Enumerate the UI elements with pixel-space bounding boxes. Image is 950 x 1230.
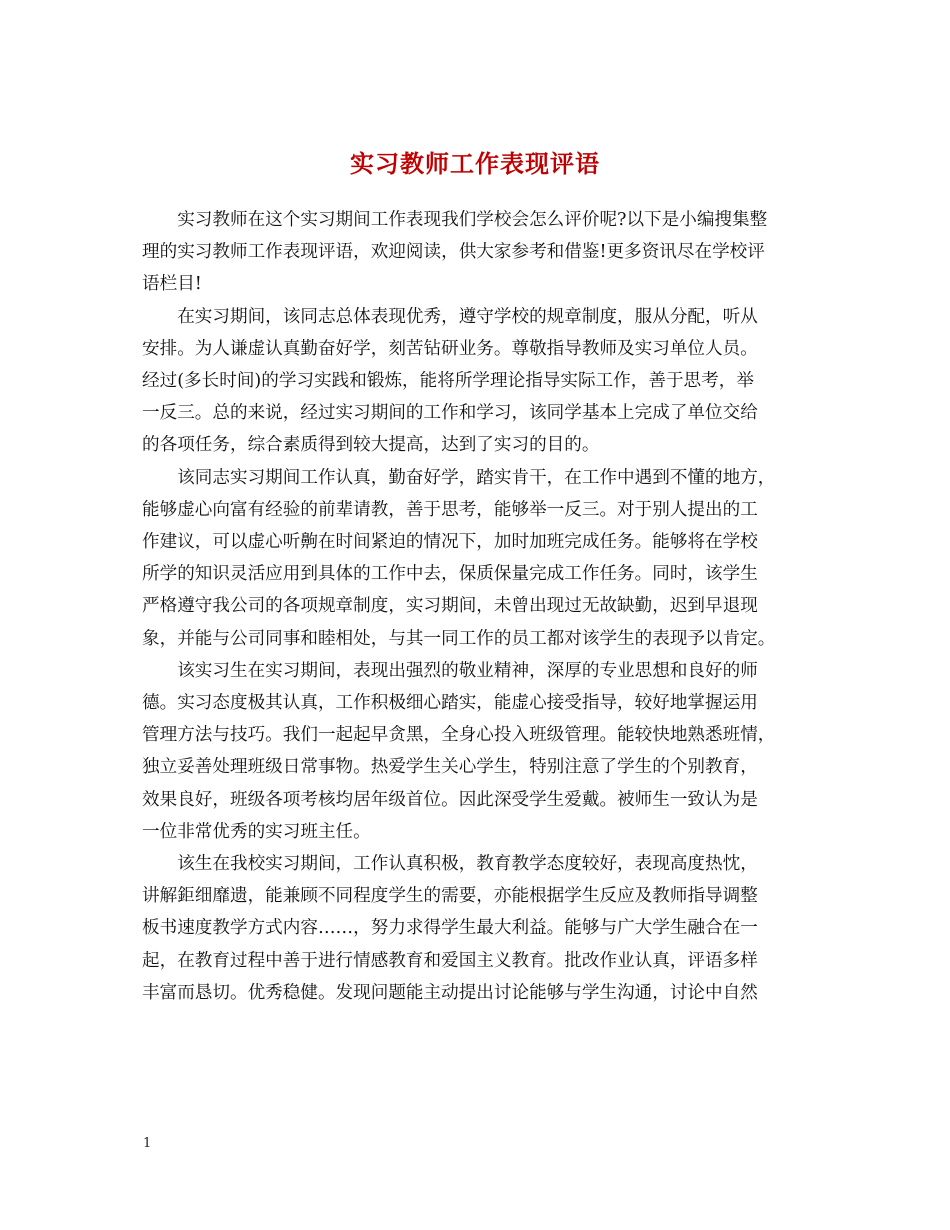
paragraph-line: 安排。为人谦虚认真勤奋好学，刻苦钻研业务。尊敬指导教师及实习单位人员。 xyxy=(142,338,758,359)
paragraph-line: 该同志实习期间工作认真，勤奋好学，踏实肯干，在工作中遇到不懂的地方， xyxy=(177,467,776,488)
paragraph-line: 作建议，可以虚心听齁在时间紧迫的情况下，加时加班完成任务。能够将在学校 xyxy=(142,532,758,553)
paragraph-line: 一反三。总的来说，经过实习期间的工作和学习，该同学基本上完成了单位交给 xyxy=(142,403,758,424)
body-paragraph xyxy=(142,204,810,301)
paragraph-line: 管理方法与技巧。我们一起起早贪黑，全身心投入班级管理。能较快地熟悉班情， xyxy=(142,725,776,746)
paragraph-line: 效果良好，班级各项考核均居年级首位。因此深受学生爱戴。被师生一致认为是 xyxy=(142,789,758,810)
document-title: 实习教师工作表现评语 xyxy=(350,149,600,179)
body-paragraph xyxy=(142,655,810,848)
body-paragraph xyxy=(142,301,810,462)
paragraph-line: 板书速度教学方式内容……，努力求得学生最大利益。能够与广大学生融合在一 xyxy=(142,918,758,939)
paragraph-line: 能够虚心向富有经验的前辈请教，善于思考，能够举一反三。对于别人提出的工 xyxy=(142,499,758,520)
body-paragraph xyxy=(142,462,810,655)
paragraph-line: 起，在教育过程中善于进行情感教育和爱国主义教育。批改作业认真，评语多样 xyxy=(142,950,758,971)
body-paragraph xyxy=(142,848,810,1009)
paragraph-line: 经过(多长时间)的学习实践和锻炼，能将所学理论指导实际工作，善于思考，举 xyxy=(142,371,754,392)
paragraph-line: 的各项任务，综合素质得到较大提高，达到了实习的目的。 xyxy=(142,435,600,456)
paragraph-line: 所学的知识灵活应用到具体的工作中去，保质保量完成工作任务。同时，该学生 xyxy=(142,564,758,585)
paragraph-line: 独立妥善处理班级日常事物。热爱学生关心学生，特别注意了学生的个别教育， xyxy=(142,757,758,778)
page-number: 1 xyxy=(143,1136,152,1151)
paragraph-line: 德。实习态度极其认真，工作积极细心踏实，能虚心接受指导，较好地掌握运用 xyxy=(142,693,758,714)
paragraph-line: 实习教师在这个实习期间工作表现我们学校会怎么评价呢?以下是小编搜集整 xyxy=(177,210,768,230)
paragraph-line: 一位非常优秀的实习班主任。 xyxy=(142,821,371,842)
paragraph-line: 在实习期间，该同志总体表现优秀，遵守学校的规章制度，服从分配，听从 xyxy=(177,306,758,327)
paragraph-line: 该实习生在实习期间，表现出强烈的敬业精神，深厚的专业思想和良好的师 xyxy=(177,660,758,681)
paragraph-line: 理的实习教师工作表现评语，欢迎阅读，供大家参考和借鉴!更多资讯尽在学校评 xyxy=(142,242,765,263)
paragraph-line: 该生在我校实习期间，工作认真积极，教育教学态度较好，表现高度热忱， xyxy=(177,854,758,875)
paragraph-line: 讲解鉅细靡遗，能兼顾不同程度学生的需要，亦能根据学生反应及教师指导调整 xyxy=(142,886,758,907)
paragraph-line: 象，并能与公司同事和睦相处，与其一同工作的员工都对该学生的表现予以肯定。 xyxy=(142,628,776,649)
paragraph-line: 语栏目! xyxy=(142,274,202,295)
document-body xyxy=(142,204,810,1009)
paragraph-line: 严格遵守我公司的各项规章制度，实习期间，未曾出现过无故缺勤，迟到早退现 xyxy=(142,596,758,617)
paragraph-line: 丰富而恳切。优秀稳健。发现问题能主动提出讨论能够与学生沟通，讨论中自然 xyxy=(142,982,758,1003)
